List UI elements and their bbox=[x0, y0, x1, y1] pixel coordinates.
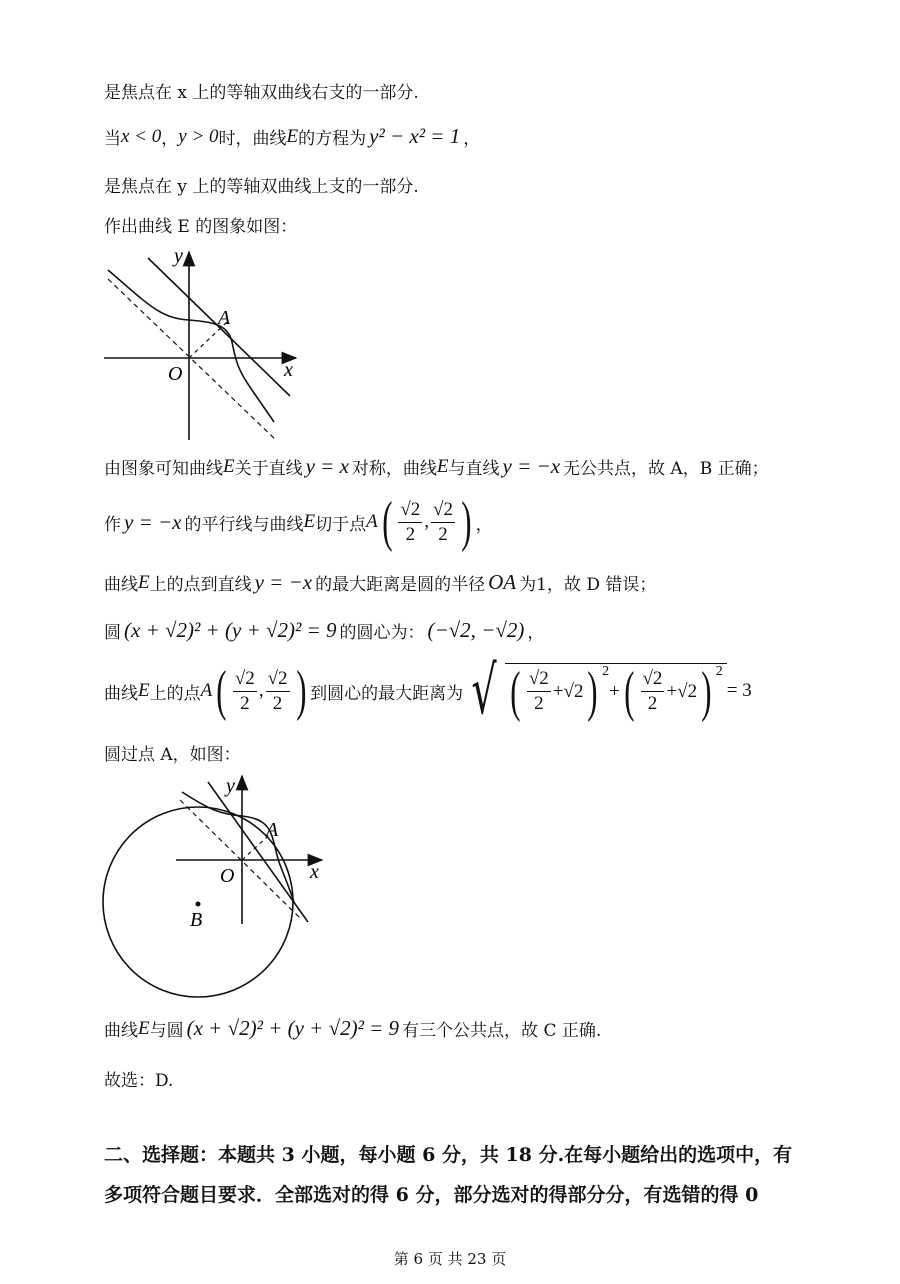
fraction bbox=[233, 667, 257, 716]
radical-sign: √ bbox=[471, 652, 497, 729]
text: 当 bbox=[104, 129, 121, 149]
text-line-10 bbox=[104, 740, 241, 765]
circle-equation: (x + √2)² + (y + √2)² = 9 bbox=[124, 618, 337, 642]
answer: 故选：D. bbox=[104, 1071, 174, 1091]
text: 有三个公共点，故 C 正确. bbox=[402, 1021, 602, 1041]
fraction-numerator: √2 bbox=[233, 667, 257, 692]
fig1-origin-label: O bbox=[168, 363, 183, 385]
dashed-line-y-neg-x bbox=[108, 279, 276, 440]
text: 曲线 bbox=[104, 1021, 138, 1041]
page-footer bbox=[0, 1248, 900, 1269]
fraction bbox=[641, 667, 665, 716]
curve-name: E bbox=[138, 680, 150, 701]
equation: y = −x bbox=[502, 454, 561, 478]
point-A: A bbox=[200, 680, 213, 701]
text: 作出曲线 E 的图象如图： bbox=[104, 217, 298, 237]
plus-sign: + bbox=[609, 680, 620, 702]
curve-name: E bbox=[286, 125, 299, 147]
text: 为1，故 D 错误； bbox=[519, 575, 657, 595]
right-paren: ) bbox=[587, 660, 598, 723]
fig2-x-label: x bbox=[310, 861, 319, 883]
text: 圆过点 A，如图： bbox=[104, 745, 241, 765]
text: 切于点 bbox=[315, 514, 367, 535]
exponent: 2 bbox=[602, 663, 610, 679]
text: 与直线 bbox=[448, 459, 500, 479]
text: 的最大距离是圆的半径 bbox=[315, 575, 486, 595]
text: ， bbox=[475, 514, 493, 535]
left-paren: ( bbox=[624, 660, 635, 723]
fraction-denominator: 2 bbox=[647, 693, 658, 714]
plus-sign: +√2 bbox=[666, 680, 698, 702]
left-paren: ( bbox=[510, 660, 521, 723]
fraction-denominator: 2 bbox=[272, 692, 283, 714]
text-line-12 bbox=[104, 1066, 173, 1091]
left-paren: ( bbox=[381, 491, 393, 553]
text: 作 bbox=[104, 514, 121, 535]
circle-center: (−√2, −√2) bbox=[427, 618, 525, 642]
text-line-3 bbox=[104, 172, 419, 197]
point-A: A bbox=[366, 511, 378, 532]
text: 无公共点，故 A，B 正确； bbox=[563, 459, 769, 479]
section-heading-line-2 bbox=[104, 1180, 758, 1207]
curve-name: E bbox=[138, 571, 150, 593]
text-line-4 bbox=[104, 212, 297, 237]
text-line-5 bbox=[104, 454, 769, 479]
fig2-point-A-label: A bbox=[266, 819, 279, 841]
fraction-numerator: √2 bbox=[641, 667, 665, 692]
equation: y = x bbox=[305, 454, 349, 478]
text: 与圆 bbox=[149, 1021, 184, 1041]
curve-E bbox=[182, 792, 294, 902]
radicand bbox=[505, 660, 727, 723]
text-line-7 bbox=[104, 570, 656, 595]
fraction bbox=[431, 498, 455, 547]
text: 圆 bbox=[104, 623, 121, 643]
sqrt-expression bbox=[463, 652, 727, 729]
condition-y: y > 0 bbox=[178, 125, 219, 147]
text: 是焦点在 x 上的等轴双曲线右支的一部分. bbox=[104, 83, 419, 103]
text: ， bbox=[161, 129, 179, 149]
fig1-y-label: y bbox=[174, 245, 183, 267]
left-paren: ( bbox=[216, 660, 227, 722]
exponent: 2 bbox=[715, 663, 723, 679]
curve-E bbox=[108, 270, 274, 422]
comma: , bbox=[424, 511, 430, 532]
text: 上的点 bbox=[149, 683, 201, 704]
section-heading: 二、选择题：本题共 3 小题，每小题 6 分，共 18 分.在每小题给出的选项中，有 bbox=[104, 1144, 793, 1166]
plus-sign: +√2 bbox=[552, 680, 584, 702]
right-paren: ) bbox=[701, 660, 712, 723]
text: 关于直线 bbox=[234, 459, 303, 479]
fraction-denominator: 2 bbox=[534, 693, 544, 714]
text: 的方程为 bbox=[298, 129, 367, 149]
curve-name: E bbox=[436, 455, 449, 477]
page-number: 第 6 页 共 23 页 bbox=[393, 1250, 507, 1268]
text-line-6 bbox=[104, 491, 493, 553]
fraction-denominator: 2 bbox=[405, 523, 416, 545]
curve-name: E bbox=[303, 511, 316, 532]
fig1-x-label: x bbox=[284, 359, 293, 381]
fraction bbox=[527, 667, 551, 716]
equation: y = −x bbox=[254, 570, 313, 594]
text-line-1 bbox=[104, 78, 419, 103]
comma: , bbox=[258, 680, 264, 701]
text: 由图象可知曲线 bbox=[104, 459, 223, 479]
figure-2 bbox=[100, 772, 340, 1012]
text: 上的点到直线 bbox=[149, 575, 252, 595]
circle-equation: (x + √2)² + (y + √2)² = 9 bbox=[186, 1016, 400, 1040]
text-line-9 bbox=[104, 652, 752, 729]
curve-name: E bbox=[223, 455, 235, 477]
fig2-origin-label: O bbox=[220, 865, 235, 887]
figure-1 bbox=[100, 244, 310, 444]
text-line-8 bbox=[104, 618, 544, 643]
text: ， bbox=[463, 129, 481, 149]
text: 曲线 bbox=[104, 575, 138, 595]
fraction-numerator: √2 bbox=[398, 498, 422, 523]
distance-result: = 3 bbox=[726, 680, 752, 701]
fraction-numerator: √2 bbox=[527, 667, 551, 692]
fraction bbox=[266, 667, 290, 716]
text: 曲线 bbox=[104, 683, 138, 704]
section-heading: 多项符合题目要求．全部选对的得 6 分，部分选对的得部分分，有选错的得 0 bbox=[104, 1184, 759, 1206]
right-paren: ) bbox=[461, 491, 472, 553]
fraction-numerator: √2 bbox=[431, 498, 455, 523]
right-paren: ) bbox=[295, 660, 306, 722]
text: 的平行线与曲线 bbox=[184, 514, 304, 535]
text-line-11 bbox=[104, 1016, 601, 1041]
segment-OA: OA bbox=[488, 570, 517, 594]
text: 的圆心为： bbox=[339, 623, 425, 643]
fraction-denominator: 2 bbox=[438, 523, 448, 545]
fig2-y-label: y bbox=[226, 775, 235, 797]
point-B bbox=[196, 902, 201, 907]
text: 对称，曲线 bbox=[351, 459, 437, 479]
fig2-point-B-label: B bbox=[190, 909, 203, 931]
section-heading-line-1 bbox=[104, 1140, 792, 1167]
equation: y² − x² = 1 bbox=[369, 124, 461, 148]
text: 时，曲线 bbox=[218, 129, 287, 149]
fraction bbox=[398, 498, 422, 547]
condition-x: x < 0 bbox=[121, 125, 162, 147]
curve-name: E bbox=[138, 1017, 150, 1039]
equation: y = −x bbox=[124, 509, 182, 534]
text: 是焦点在 y 上的等轴双曲线上支的一部分. bbox=[104, 177, 419, 197]
fraction-numerator: √2 bbox=[266, 667, 290, 692]
text-line-2 bbox=[104, 124, 480, 149]
text: 到圆心的最大距离为 bbox=[310, 683, 464, 704]
fraction-denominator: 2 bbox=[240, 692, 250, 714]
text: ， bbox=[527, 623, 545, 643]
fig1-point-A-label: A bbox=[218, 307, 231, 329]
